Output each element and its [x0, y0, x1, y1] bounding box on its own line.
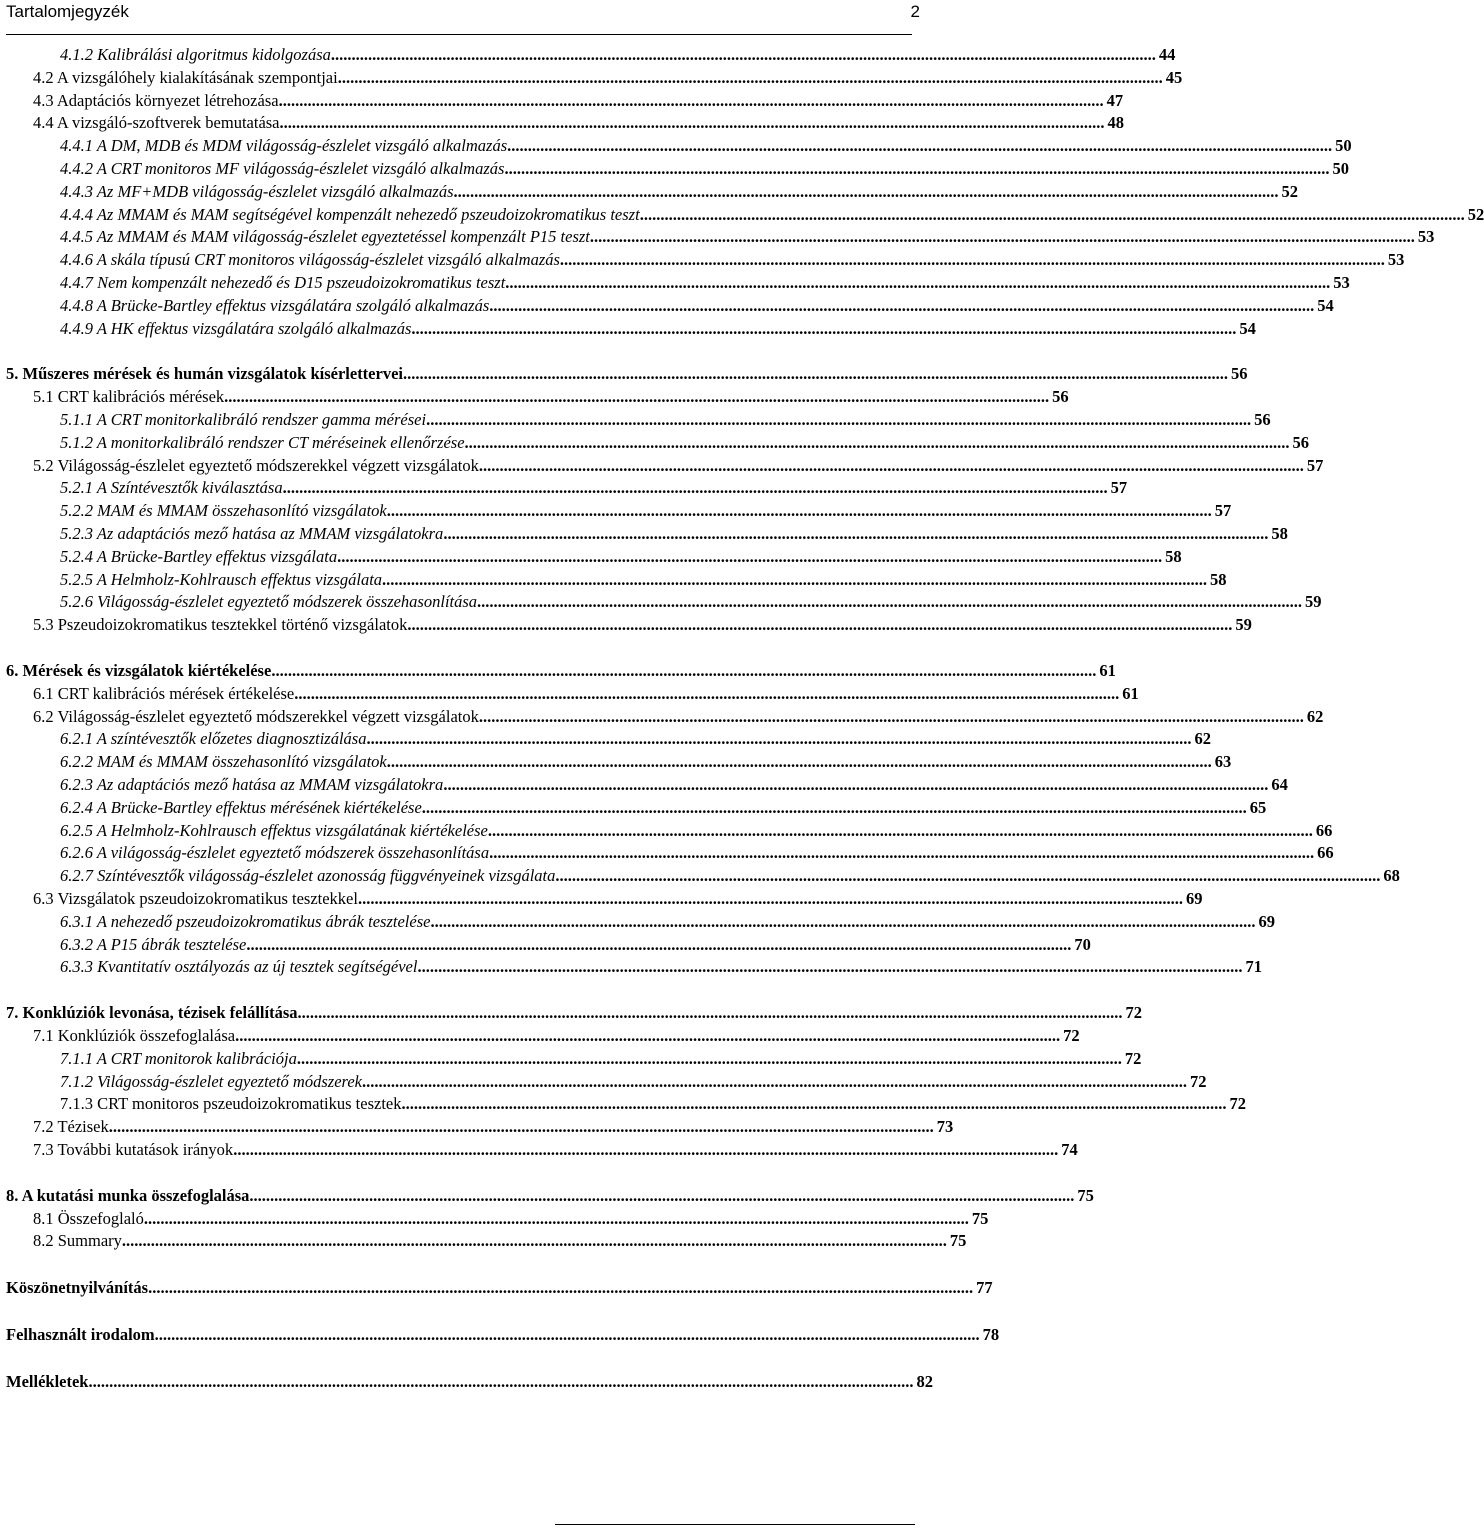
toc-entry[interactable] — [33, 706, 1324, 728]
toc-entry[interactable] — [60, 295, 1334, 317]
toc-entry[interactable] — [60, 797, 1267, 819]
toc-entry-title: 6.2.1 A színtévesztők előzetes diagnosztizálása — [60, 729, 367, 749]
toc-entry-page: 53 — [1417, 227, 1435, 247]
footer-rule — [555, 1524, 915, 1525]
toc-entry-title: 4.4 A vizsgáló-szoftverek bemutatása — [33, 113, 280, 133]
toc-leader-dots: ........................................................................................................................................................................................................ — [401, 1094, 1227, 1114]
toc-entry[interactable] — [33, 1230, 967, 1252]
toc-entry[interactable] — [60, 500, 1232, 522]
page-header — [6, 0, 920, 36]
toc-leader-dots: ........................................................................................................................................................................................................ — [417, 957, 1243, 977]
toc-entry-page: 57 — [1306, 455, 1324, 475]
toc-entry[interactable] — [60, 1093, 1246, 1115]
toc-entry-page: 69 — [1258, 911, 1275, 931]
toc-entry-title: 7.2 Tézisek — [33, 1117, 109, 1137]
toc-leader-dots: ........................................................................................................................................................................................................ — [337, 67, 1163, 87]
toc-entry-page: 50 — [1335, 136, 1352, 156]
toc-entry-title: 5.1 CRT kalibrációs mérések — [33, 387, 225, 407]
page-title: Tartalomjegyzék — [6, 2, 129, 21]
toc-entry-page: 75 — [971, 1208, 989, 1228]
toc-leader-dots: ........................................................................................................................................................................................................ — [589, 227, 1415, 247]
toc-entry-page: 63 — [1214, 752, 1232, 772]
toc-entry-page: 77 — [976, 1278, 993, 1298]
toc-entry-page: 50 — [1332, 159, 1349, 178]
toc-entry-title: 4.4.5 Az MMAM és MAM világosság-észlelet egyeztetéssel kompenzált P15 teszt — [60, 227, 590, 247]
toc-leader-dots: ........................................................................................................................................................................................................ — [278, 90, 1104, 110]
toc-entry[interactable] — [60, 432, 1310, 454]
toc-leader-dots: ........................................................................................................................................................................................................ — [249, 1185, 1075, 1205]
toc-entry[interactable] — [60, 44, 1176, 66]
toc-leader-dots: ........................................................................................................................................................................................................ — [489, 295, 1315, 315]
toc-entry-title: 4.4.4 Az MMAM és MAM segítségével kompenzált nehezedő pszeudoizokromatikus teszt — [60, 204, 640, 224]
toc-leader-dots: ........................................................................................................................................................................................................ — [121, 1231, 947, 1251]
toc-entry-title: 5.2.3 Az adaptációs mező hatása az MMAM vizsgálatokra — [60, 524, 444, 543]
toc-entry[interactable] — [60, 409, 1271, 431]
toc-leader-dots: ........................................................................................................................................................................................................ — [357, 889, 1183, 908]
toc-leader-dots: ........................................................................................................................................................................................................ — [294, 683, 1120, 703]
toc-entry-page: 54 — [1317, 295, 1334, 315]
toc-leader-dots: ........................................................................................................................................................................................................ — [504, 159, 1330, 178]
toc-entry-title: 6.1 CRT kalibrációs mérések értékelése — [33, 683, 295, 703]
toc-entry-page: 52 — [1467, 204, 1484, 224]
toc-entry[interactable] — [60, 842, 1334, 864]
toc-leader-dots: ........................................................................................................................................................................................................ — [297, 1003, 1123, 1023]
toc-entry-page: 64 — [1271, 775, 1288, 794]
toc-entry-title: 4.4.3 Az MF+MDB világosság-észlelet vizsgáló alkalmazás — [60, 181, 454, 201]
toc-leader-dots: ........................................................................................................................................................................................................ — [143, 1208, 969, 1228]
toc-entry-title: 5.1.2 A monitorkalibráló rendszer CT méréseinek ellenőrzése — [60, 432, 465, 452]
toc-entry-page: 72 — [1063, 1026, 1080, 1045]
toc-entry-page: 69 — [1185, 889, 1203, 908]
toc-entry[interactable] — [6, 1277, 993, 1299]
toc-entry-page: 61 — [1099, 661, 1116, 680]
toc-leader-dots: ........................................................................................................................................................................................................ — [108, 1117, 934, 1137]
toc-entry-page: 52 — [1281, 181, 1299, 201]
toc-entry-title: 6.2.4 A Brücke-Bartley effektus mérésének kiértékelése — [60, 797, 422, 817]
toc-entry-title: 5. Műszeres mérések és humán vizsgálatok kísérlettervei — [6, 364, 403, 384]
toc-leader-dots: ........................................................................................................................................................................................................ — [507, 136, 1333, 156]
toc-leader-dots: ........................................................................................................................................................................................................ — [464, 432, 1290, 452]
toc-entry-page: 58 — [1210, 569, 1227, 589]
toc-entry[interactable] — [60, 1048, 1142, 1070]
toc-entry[interactable] — [6, 660, 1116, 682]
toc-entry-page: 53 — [1387, 250, 1405, 270]
toc-entry[interactable] — [60, 865, 1400, 887]
toc-leader-dots: ........................................................................................................................................................................................................ — [224, 387, 1050, 407]
toc-entry-title: 6.3.1 A nehezedő pszeudoizokromatikus ábrák tesztelése — [60, 911, 431, 931]
toc-entry-page: 57 — [1110, 478, 1128, 498]
toc-leader-dots: ........................................................................................................................................................................................................ — [443, 775, 1269, 794]
toc-leader-dots: ........................................................................................................................................................................................................ — [426, 410, 1252, 429]
toc-leader-dots: ........................................................................................................................................................................................................ — [559, 250, 1385, 270]
toc-leader-dots: ........................................................................................................................................................................................................ — [477, 592, 1303, 612]
toc-entry-page: 59 — [1305, 592, 1322, 612]
toc-entry-title: 5.2 Világosság-észlelet egyeztető módszerekkel végzett vizsgálatok — [33, 455, 479, 475]
toc-entry-title: 5.2.1 A Színtévesztők kiválasztása — [60, 478, 283, 498]
toc-leader-dots: ........................................................................................................................................................................................................ — [337, 546, 1163, 566]
toc-entry-title: 5.2.6 Világosság-észlelet egyeztető módszerek összehasonlítása — [60, 592, 478, 612]
toc-leader-dots: ........................................................................................................................................................................................................ — [282, 478, 1108, 498]
toc-entry-page: 72 — [1124, 1048, 1142, 1068]
toc-entry-title: 4.4.1 A DM, MDB és MDM világosság-észlelet vizsgáló alkalmazás — [60, 136, 508, 156]
toc-entry-title: 8. A kutatási munka összefoglalása — [6, 1185, 250, 1205]
toc-entry-title: 6.2.6 A világosság-észlelet egyeztető módszerek összehasonlítása — [60, 843, 490, 863]
toc-entry-title: 5.2.5 A Helmholz-Kohlrausch effektus vizsgálata — [60, 569, 383, 589]
toc-entry-page: 56 — [1230, 364, 1248, 384]
toc-entry[interactable] — [60, 569, 1227, 591]
toc-entry[interactable] — [33, 683, 1139, 705]
toc-entry[interactable] — [60, 477, 1128, 499]
toc-leader-dots: ........................................................................................................................................................................................................ — [443, 524, 1269, 543]
toc-entry[interactable] — [60, 181, 1299, 203]
toc-entry[interactable] — [60, 591, 1322, 613]
toc-entry-page: 66 — [1317, 843, 1334, 863]
toc-entry-page: 61 — [1122, 683, 1139, 703]
toc-entry-title: 5.1.1 A CRT monitorkalibráló rendszer gamma mérései — [60, 410, 427, 429]
toc-entry[interactable] — [60, 272, 1350, 294]
toc-entry-title: 6.3.3 Kvantitatív osztályozás az új tesztek segítségével — [60, 957, 418, 977]
toc-entry-title: 6.2.3 Az adaptációs mező hatása az MMAM vizsgálatokra — [60, 775, 444, 794]
toc-entry-page: 71 — [1245, 957, 1262, 977]
toc-leader-dots: ........................................................................................................................................................................................................ — [487, 820, 1313, 840]
toc-entry-title: Mellékletek — [6, 1371, 89, 1391]
toc-entry-page: 47 — [1106, 90, 1124, 110]
toc-entry-title: 6.2.7 Színtévesztők világosság-észlelet azonosság függvényeinek vizsgálata — [60, 866, 556, 886]
toc-entry[interactable] — [33, 1025, 1080, 1047]
toc-leader-dots: ........................................................................................................................................................................................................ — [407, 615, 1233, 635]
toc-leader-dots: ........................................................................................................................................................................................................ — [88, 1371, 914, 1391]
toc-entry-page: 73 — [936, 1117, 954, 1137]
toc-entry-title: 7. Konklúziók levonása, tézisek felállítása — [6, 1003, 298, 1023]
toc-entry-title: 4.3 Adaptációs környezet létrehozása — [33, 90, 279, 110]
toc-leader-dots: ........................................................................................................................................................................................................ — [233, 1140, 1059, 1159]
toc-entry-page: 72 — [1189, 1071, 1207, 1091]
toc-leader-dots: ........................................................................................................................................................................................................ — [478, 455, 1304, 475]
toc-entry-page: 58 — [1271, 524, 1288, 543]
toc-leader-dots: ........................................................................................................................................................................................................ — [386, 752, 1212, 772]
toc-entry-title: 6.3 Vizsgálatok pszeudoizokromatikus tesztekkel — [33, 889, 358, 908]
toc-entry-title: 7.3 További kutatások irányok — [33, 1140, 234, 1159]
toc-entry[interactable] — [6, 1371, 933, 1393]
toc-entry[interactable] — [6, 363, 1248, 385]
toc-entry-page: 59 — [1235, 615, 1252, 635]
toc-entry-page: 70 — [1074, 934, 1091, 954]
toc-entry-page: 56 — [1254, 410, 1271, 429]
toc-leader-dots: ........................................................................................................................................................................................................ — [271, 661, 1097, 680]
toc-entry-page: 57 — [1214, 501, 1232, 521]
toc-entry[interactable] — [60, 135, 1352, 157]
toc-entry-title: 5.2.4 A Brücke-Bartley effektus vizsgálata — [60, 546, 338, 566]
toc-entry[interactable] — [33, 386, 1069, 408]
toc-entry[interactable] — [33, 1139, 1078, 1161]
toc-leader-dots: ........................................................................................................................................................................................................ — [505, 273, 1331, 292]
toc-entry[interactable] — [6, 1185, 1094, 1207]
toc-entry[interactable] — [33, 455, 1324, 477]
toc-entry-title: Felhasznált irodalom — [6, 1325, 155, 1344]
toc-entry-title: 4.4.6 A skála típusú CRT monitoros világosság-észlelet vizsgáló alkalmazás — [60, 250, 560, 270]
toc-entry[interactable] — [60, 956, 1262, 978]
toc-leader-dots: ........................................................................................................................................................................................................ — [386, 501, 1212, 521]
toc-entry[interactable] — [60, 751, 1232, 773]
toc-entry-title: 8.2 Summary — [33, 1231, 122, 1251]
toc-entry[interactable] — [33, 112, 1125, 134]
toc-entry-title: Köszönetnyilvánítás — [6, 1278, 149, 1298]
toc-entry-title: 4.4.9 A HK effektus vizsgálatára szolgáló alkalmazás — [60, 318, 412, 338]
toc-entry-page: 66 — [1315, 820, 1333, 840]
toc-entry-page: 58 — [1165, 546, 1182, 566]
toc-leader-dots: ........................................................................................................................................................................................................ — [489, 843, 1315, 863]
toc-entry-page: 75 — [949, 1231, 967, 1251]
toc-leader-dots: ........................................................................................................................................................................................................ — [148, 1278, 974, 1298]
toc-entry[interactable] — [6, 1324, 1000, 1346]
toc-entry-title: 7.1 Konklúziók összefoglalása — [33, 1026, 236, 1045]
toc-entry[interactable] — [60, 204, 1484, 226]
toc-entry-page: 45 — [1165, 67, 1183, 87]
toc-leader-dots: ........................................................................................................................................................................................................ — [421, 797, 1247, 817]
toc-entry-title: 6. Mérések és vizsgálatok kiértékelése — [6, 661, 272, 680]
toc-entry[interactable] — [60, 728, 1211, 750]
toc-entry[interactable] — [33, 1208, 989, 1230]
toc-leader-dots: ........................................................................................................................................................................................................ — [246, 934, 1072, 954]
toc-entry[interactable] — [60, 774, 1288, 796]
toc-leader-dots: ........................................................................................................................................................................................................ — [296, 1048, 1122, 1068]
toc-entry-title: 4.2 A vizsgálóhely kialakításának szempontjai — [33, 67, 338, 87]
toc-entry[interactable] — [33, 888, 1203, 910]
toc-entry[interactable] — [6, 1002, 1143, 1024]
toc-entry-title: 7.1.2 Világosság-észlelet egyeztető módszerek — [60, 1071, 362, 1091]
header-rule — [6, 34, 912, 35]
toc-entry-page: 74 — [1061, 1140, 1078, 1159]
toc-leader-dots: ........................................................................................................................................................................................................ — [478, 706, 1304, 726]
toc-leader-dots: ........................................................................................................................................................................................................ — [366, 729, 1192, 749]
toc-leader-dots: ........................................................................................................................................................................................................ — [411, 318, 1237, 338]
toc-entry-page: 72 — [1125, 1003, 1143, 1023]
toc-entry-page: 44 — [1158, 45, 1176, 64]
toc-entry-title: 4.4.2 A CRT monitoros MF világosság-észlelet vizsgáló alkalmazás — [60, 159, 505, 178]
toc-leader-dots: ........................................................................................................................................................................................................ — [555, 866, 1381, 886]
toc-entry[interactable] — [60, 318, 1256, 340]
toc-entry[interactable] — [60, 226, 1435, 248]
toc-leader-dots: ........................................................................................................................................................................................................ — [361, 1071, 1187, 1091]
toc-entry[interactable] — [33, 67, 1183, 89]
toc-entry-page: 56 — [1292, 432, 1310, 452]
toc-entry[interactable] — [60, 158, 1349, 180]
toc-entry-title: 4.4.8 A Brücke-Bartley effektus vizsgálatára szolgáló alkalmazás — [60, 295, 490, 315]
toc-entry[interactable] — [60, 249, 1405, 271]
toc-entry-page: 54 — [1239, 318, 1256, 338]
toc-entry-title: 6.2 Világosság-észlelet egyeztető módszerekkel végzett vizsgálatok — [33, 706, 479, 726]
toc-entry-page: 62 — [1194, 729, 1211, 749]
toc-entry[interactable] — [60, 911, 1275, 933]
page-number: 2 — [910, 2, 920, 21]
toc-entry-title: 5.3 Pszeudoizokromatikus tesztekkel történő vizsgálatok — [33, 615, 408, 635]
toc-entry-page: 48 — [1107, 113, 1125, 133]
toc-leader-dots: ........................................................................................................................................................................................................ — [382, 569, 1208, 589]
toc-entry-title: 5.2.2 MAM és MMAM összehasonlító vizsgálatok — [60, 501, 387, 521]
toc-entry[interactable] — [60, 546, 1182, 568]
toc-leader-dots: ........................................................................................................................................................................................................ — [330, 45, 1156, 64]
toc-entry-title: 7.1.1 A CRT monitorok kalibrációja — [60, 1048, 297, 1068]
toc-entry[interactable] — [60, 934, 1091, 956]
toc-leader-dots: ........................................................................................................................................................................................................ — [154, 1325, 980, 1344]
toc-entry-title: 8.1 Összefoglaló — [33, 1208, 144, 1228]
toc-entry[interactable] — [60, 820, 1333, 842]
toc-entry-page: 72 — [1229, 1094, 1246, 1114]
toc-entry-title: 6.2.2 MAM és MMAM összehasonlító vizsgálatok — [60, 752, 387, 772]
toc-leader-dots: ........................................................................................................................................................................................................ — [639, 204, 1465, 224]
toc-entry-title: 4.1.2 Kalibrálási algoritmus kidolgozása — [60, 45, 331, 64]
toc-entry-page: 56 — [1052, 387, 1069, 407]
toc-entry[interactable] — [60, 523, 1288, 545]
toc-entry-title: 7.1.3 CRT monitoros pszeudoizokromatikus tesztek — [60, 1094, 402, 1114]
toc-entry[interactable] — [33, 1116, 954, 1138]
toc-entry-page: 75 — [1077, 1185, 1094, 1205]
toc-leader-dots: ........................................................................................................................................................................................................ — [402, 364, 1228, 384]
toc-entry-page: 78 — [982, 1325, 1000, 1344]
toc-entry[interactable] — [33, 90, 1124, 112]
toc-entry-title: 4.4.7 Nem kompenzált nehezedő és D15 pszeudoizokromatikus teszt — [60, 273, 506, 292]
toc-entry-title: 6.3.2 A P15 ábrák tesztelése — [60, 934, 247, 954]
toc-entry-title: 6.2.5 A Helmholz-Kohlrausch effektus vizsgálatának kiértékelése — [60, 820, 488, 840]
toc-entry-page: 53 — [1333, 273, 1350, 292]
toc-leader-dots: ........................................................................................................................................................................................................ — [235, 1026, 1061, 1045]
toc-leader-dots: ........................................................................................................................................................................................................ — [279, 113, 1105, 133]
toc-entry-page: 62 — [1306, 706, 1324, 726]
toc-entry[interactable] — [33, 614, 1252, 636]
toc-leader-dots: ........................................................................................................................................................................................................ — [453, 181, 1279, 201]
toc-entry[interactable] — [60, 1071, 1207, 1093]
toc-leader-dots: ........................................................................................................................................................................................................ — [430, 911, 1256, 931]
toc-entry-page: 68 — [1383, 866, 1400, 886]
toc-entry-page: 65 — [1249, 797, 1267, 817]
toc-entry-page: 82 — [916, 1371, 933, 1391]
